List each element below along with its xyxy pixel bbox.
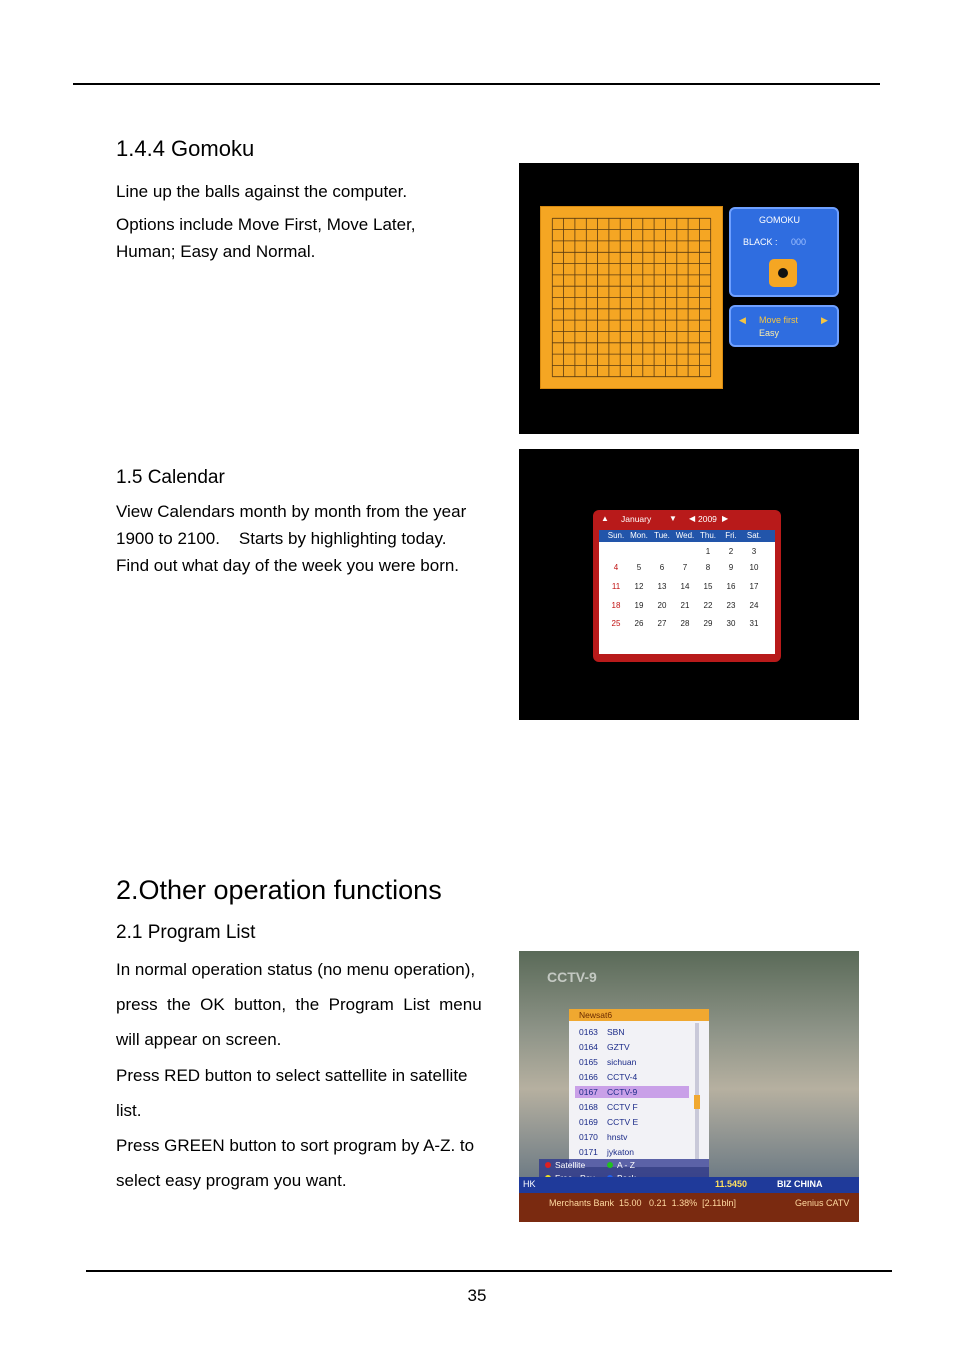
program-name[interactable]: sichuan	[607, 1057, 637, 1067]
calendar-day[interactable]: 21	[680, 601, 690, 610]
calendar-day[interactable]: 13	[657, 582, 667, 591]
calendar-desc-2: 1900 to 2100. Starts by highlighting today.	[116, 529, 447, 548]
calendar-day[interactable]: 9	[728, 563, 734, 572]
calendar-day[interactable]: 22	[703, 601, 713, 610]
program-number[interactable]: 0163	[579, 1027, 598, 1037]
pl-desc-2: press the OK button, the Program List menu	[116, 995, 482, 1014]
program-name[interactable]: CCTV-4	[607, 1072, 638, 1082]
ticker-value: 11.5450	[715, 1179, 748, 1189]
month-down-icon[interactable]: ▼	[669, 514, 677, 523]
calendar-grid	[599, 530, 775, 654]
legend-satellite: Satellite	[555, 1160, 586, 1170]
calendar-heading: 1.5 Calendar	[116, 467, 225, 488]
weekday-label: Fri.	[725, 531, 737, 540]
program-name[interactable]: SBN	[607, 1027, 625, 1037]
calendar-day[interactable]: 3	[751, 547, 757, 556]
program-name[interactable]: jykaton	[607, 1147, 634, 1157]
scroll-thumb[interactable]	[694, 1095, 700, 1109]
calendar-day[interactable]: 17	[749, 582, 759, 591]
calendar-day[interactable]: 12	[634, 582, 644, 591]
gomoku-heading: 1.4.4 Gomoku	[116, 136, 255, 161]
calendar-day[interactable]: 30	[726, 619, 736, 628]
calendar-desc-1: View Calendars month by month from the year	[116, 502, 467, 521]
calendar-month: January	[621, 514, 652, 524]
calendar-year: 2009	[698, 514, 717, 524]
calendar-day[interactable]: 20	[657, 601, 667, 610]
ticker-stock: Merchants Bank 15.00 0.21 1.38% [2.11bln]	[549, 1198, 736, 1208]
chevron-right-icon[interactable]: ▶	[821, 315, 828, 325]
pl-desc-7: select easy program you want.	[116, 1171, 347, 1190]
calendar-day[interactable]: 6	[659, 563, 665, 572]
calendar-day[interactable]: 1	[705, 547, 711, 556]
gomoku-desc-1: Line up the balls against the computer.	[116, 182, 408, 201]
calendar-day[interactable]: 15	[703, 582, 713, 591]
black-stone-icon	[769, 259, 797, 287]
option-move[interactable]: Move first	[759, 315, 799, 325]
program-list-menu	[569, 1009, 709, 1167]
program-name[interactable]: CCTV E	[607, 1117, 639, 1127]
pl-desc-3: will appear on screen.	[116, 1030, 282, 1049]
calendar-widget	[593, 510, 781, 662]
year-prev-icon[interactable]: ◀	[689, 514, 696, 523]
program-name[interactable]: CCTV-9	[607, 1087, 638, 1097]
program-number[interactable]: 0165	[579, 1057, 598, 1067]
calendar-day[interactable]: 25	[611, 619, 621, 628]
calendar-day[interactable]: 10	[749, 563, 759, 572]
gomoku-board	[540, 206, 723, 389]
calendar-day[interactable]: 8	[705, 563, 711, 572]
calendar-day[interactable]: 16	[726, 582, 736, 591]
program-number[interactable]: 0166	[579, 1072, 598, 1082]
calendar-desc-3: Find out what day of the week you were born.	[116, 556, 460, 575]
legend-az: A - Z	[617, 1160, 635, 1170]
calendar-day[interactable]: 7	[682, 563, 688, 572]
green-key-icon	[607, 1162, 613, 1168]
year-next-icon[interactable]: ▶	[722, 514, 729, 523]
calendar-day[interactable]: 23	[726, 601, 736, 610]
gomoku-desc-2b: Human; Easy and Normal.	[116, 242, 316, 261]
calendar-day[interactable]: 28	[680, 619, 690, 628]
bottom-rule	[86, 1270, 892, 1272]
program-number[interactable]: 0169	[579, 1117, 598, 1127]
board-grid	[541, 207, 722, 388]
black-label: BLACK :	[743, 237, 778, 247]
section-heading: 2.Other operation functions	[116, 875, 442, 905]
ticker-top	[519, 1177, 859, 1193]
ticker-bottom	[519, 1193, 859, 1222]
pl-desc-1: In normal operation status (no menu operation),	[116, 960, 476, 979]
ticker-channel-logo: BIZ CHINA	[777, 1179, 823, 1189]
calendar-day[interactable]: 4	[613, 563, 619, 572]
gomoku-options-panel[interactable]	[729, 305, 839, 347]
calendar-screenshot	[519, 449, 859, 720]
weekday-label: Tue.	[654, 531, 670, 540]
weekday-label: Thu.	[699, 531, 716, 540]
calendar-day[interactable]: 18	[611, 601, 621, 610]
program-name[interactable]: GZTV	[607, 1042, 630, 1052]
gomoku-screenshot	[519, 163, 859, 434]
weekday-label: Sat.	[746, 531, 762, 540]
red-key-icon	[545, 1162, 551, 1168]
calendar-day[interactable]: 29	[703, 619, 713, 628]
pl-desc-5: list.	[116, 1101, 142, 1120]
top-rule	[73, 83, 880, 85]
calendar-day[interactable]: 19	[634, 601, 644, 610]
gomoku-desc-2a: Options include Move First, Move Later,	[116, 215, 416, 234]
program-number[interactable]: 0168	[579, 1102, 598, 1112]
program-number[interactable]: 0167	[579, 1087, 598, 1097]
calendar-day[interactable]: 11	[611, 582, 621, 591]
pl-desc-4: Press RED button to select sattellite in satellite	[116, 1066, 468, 1085]
ticker-broadcaster: Genius CATV	[795, 1198, 850, 1208]
calendar-day[interactable]: 2	[728, 547, 734, 556]
chevron-left-icon[interactable]: ◀	[739, 315, 746, 325]
gomoku-info-panel	[729, 207, 839, 297]
scrollbar[interactable]	[695, 1023, 699, 1159]
ticker-hk: HK	[523, 1179, 536, 1189]
weekday-label: Sun.	[607, 531, 625, 540]
calendar-day[interactable]: 5	[636, 563, 642, 572]
calendar-day[interactable]: 26	[634, 619, 644, 628]
calendar-day[interactable]: 31	[749, 619, 759, 628]
weekday-label: Mon.	[630, 531, 648, 540]
program-list-screenshot	[519, 951, 859, 1222]
program-name[interactable]: CCTV F	[607, 1102, 638, 1112]
black-value: 000	[791, 237, 807, 247]
program-number[interactable]: 0171	[579, 1147, 598, 1157]
satellite-title-bar	[569, 1009, 709, 1021]
program-number[interactable]: 0170	[579, 1132, 598, 1142]
weekday-label: Wed.	[675, 531, 695, 540]
program-name[interactable]: hnstv	[607, 1132, 628, 1142]
program-list-heading: 2.1 Program List	[116, 922, 256, 943]
tv-channel-logo: CCTV-9	[547, 969, 597, 985]
program-number[interactable]: 0164	[579, 1042, 598, 1052]
gomoku-title: GOMOKU	[759, 215, 801, 225]
pl-desc-6: Press GREEN button to sort program by A-Z. to	[116, 1136, 475, 1155]
calendar-day[interactable]: 14	[680, 582, 690, 591]
calendar-day[interactable]: 27	[657, 619, 667, 628]
option-level[interactable]: Easy	[759, 328, 780, 338]
page-number: 35	[467, 1286, 487, 1305]
calendar-day[interactable]: 24	[749, 601, 759, 610]
weekday-header	[599, 530, 775, 542]
month-up-icon[interactable]: ▲	[601, 514, 609, 523]
satellite-name: Newsat6	[579, 1010, 613, 1020]
